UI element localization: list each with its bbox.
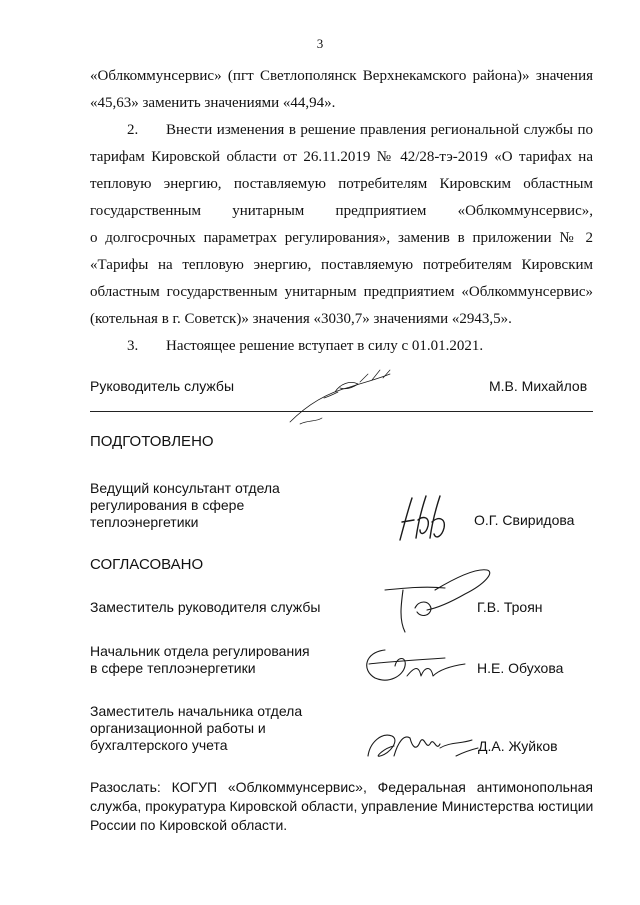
prepared-title: ПОДГОТОВЛЕНО [90,433,214,450]
prepared-role [90,480,280,531]
agreed-3-role-line-3: бухгалтерского учета [90,737,228,753]
agreed-1-role: Заместитель руководителя службы [90,599,321,615]
agreed-2-signature-image [355,636,475,696]
item-2-line-3: тепловую энергию, поставляемую потребителям Кировским областным [90,176,593,192]
agreed-2-role [90,643,310,677]
agreed-3-name: Д.А. Жуйков [478,738,558,754]
distribution-line-3: России по Кировской области. [90,817,288,833]
item-2-number: 2. [127,122,139,138]
item-2-line-4: государственным унитарным предприятием «Облкоммунсервис», [90,203,593,219]
agreed-3-role [90,703,302,754]
item-2-line-1: Внести изменения в решение правления региональной службы по [166,122,593,138]
head-name: М.В. Михайлов [489,378,588,394]
agreed-2-name: Н.Е. Обухова [477,660,564,676]
agreed-title: СОГЛАСОВАНО [90,556,204,573]
continuation-line-1: «Облкоммунсервис» (пгт Светлополянск Верхнекамского района)» значения [90,68,593,84]
agreed-3-role-line-2: организационной работы и [90,720,266,736]
item-3-text: Настоящее решение вступает в силу с 01.01.2021. [166,338,484,354]
item-2-line-6: «Тарифы на тепловую энергию, поставляемую потребителям Кировским [90,257,593,273]
agreed-1-signature-image [375,560,505,640]
agreed-2-role-line-1: Начальник отдела регулирования [90,643,310,659]
item-2-line-5: о долгосрочных параметрах регулирования», заменив в приложении № 2 [90,230,593,246]
item-2-line-8: (котельная в г. Советск)» значения «3030,7» значениями «2943,5». [90,311,512,327]
prepared-role-line-2: регулирования в сфере [90,497,245,513]
page-number: 3 [316,36,324,51]
continuation-line-2: «45,63» заменить значениями «44,94». [90,95,336,111]
item-2-line-2: тарифам Кировской области от 26.11.2019 № 42/28-тэ-2019 «О тарифах на [90,149,593,165]
agreed-1-name: Г.В. Троян [477,599,543,615]
distribution-line-1: Разослать: КОГУП «Облкоммунсервис», Федеральная антимонопольная [90,779,593,795]
agreed-2-role-line-2: в сфере теплоэнергетики [90,660,256,676]
agreed-3-role-line-1: Заместитель начальника отдела [90,703,303,719]
prepared-name: О.Г. Свиридова [474,512,575,528]
item-2-line-7: областным государственным унитарным предприятием «Облкоммунсервис» [90,284,593,300]
prepared-role-line-3: теплоэнергетики [90,514,199,530]
item-3-number: 3. [127,338,139,354]
prepared-role-line-1: Ведущий консультант отдела [90,480,280,496]
prepared-signature-image [392,490,462,550]
head-signature-image [280,362,410,432]
distribution-line-2: служба, прокуратура Кировской области, управление Министерства юстиции [90,798,594,814]
head-position: Руководитель службы [90,378,235,394]
agreed-3-signature-image [360,722,485,767]
